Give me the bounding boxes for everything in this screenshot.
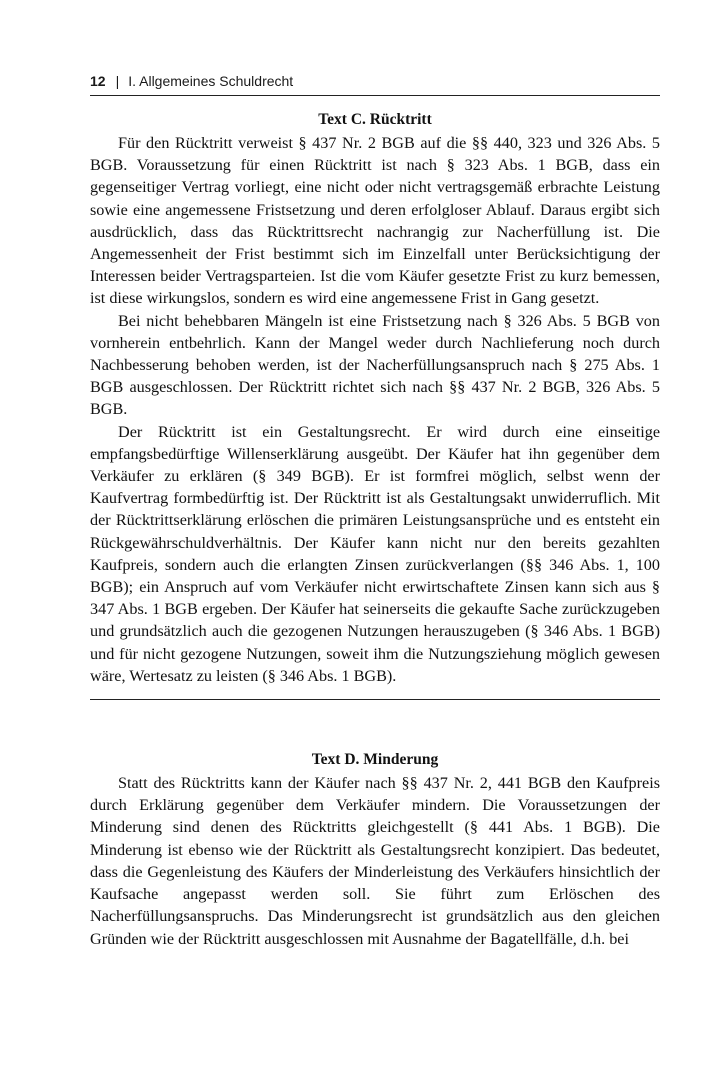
paragraph: Bei nicht behebbaren Mängeln ist eine Fristsetzung nach § 326 Abs. 5 BGB von vornherein entbehrlich. Kann der Mangel weder durch Nachlieferung noch durch Nachbesserung behoben werden, ist der Nacherfüllungsanspruch nach § 275 Abs. 1 BGB ausgeschlossen. Der Rücktritt richtet sich nach §§ 437 Nr. 2 BGB, 326 Abs. 5 BGB.	[90, 311, 660, 419]
running-header	[90, 72, 660, 94]
book-page	[90, 72, 660, 950]
paragraph: Für den Rücktritt verweist § 437 Nr. 2 BGB auf die §§ 440, 323 und 326 Abs. 5 BGB. Voraussetzung für einen Rücktritt ist nach § 323 Abs. 1 BGB, dass ein gegenseitiger Vertrag vorliegt, eine nicht oder nicht vertragsgemäß erbrachte Leistung sowie eine angemessene Fristsetzung und deren erfolgloser Ablauf. Daraus ergibt sich ausdrücklich, dass das Rücktrittsrecht nachrangig zur Nacherfüllung ist. Die Angemessenheit der Frist bestimmt sich im Einzelfall unter Berücksichtigung der Interessen beider Vertragsparteien. Ist die vom Käufer gesetzte Frist zu kurz bemessen, ist diese wirkungslos, sondern es wird eine angemessene Frist in Gang gesetzt.	[90, 134, 660, 308]
header-separator: |	[115, 73, 120, 89]
section-ruecktritt	[90, 108, 660, 687]
paragraph: Der Rücktritt ist ein Gestaltungsrecht. Er wird durch eine einseitige empfangsbedürftige Willenserklärung ausgeübt. Der Käufer hat ihn gegenüber dem Verkäufer zu erklären (§ 349 BGB). Er ist formfrei möglich, selbst wenn der Kaufvertrag formbedürftig ist. Der Rücktritt ist als Gestaltungsakt unwiderruflich. Mit der Rücktrittserklärung erlöschen die primären Leistungsansprüche und es entsteht ein Rückgewährschuldverhältnis. Der Käufer kann nicht nur den bereits gezahlten Kaufpreis, sondern auch die erlangten Zinsen zurückverlangen (§§ 346 Abs. 1, 100 BGB); ein Anspruch auf vom Verkäufer nicht erwirtschaftete Zinsen kann sich aus § 347 Abs. 1 BGB ergeben. Der Käufer hat seinerseits die gekaufte Sache zurückzugeben und grundsätzlich auch die gezogenen Nutzungen herauszugeben (§ 346 Abs. 1 BGB) und für nicht gezogene Nutzungen, soweit ihm die Nutzungsziehung möglich gewesen wäre, Wertesatz zu leisten (§ 346 Abs. 1 BGB).	[90, 422, 660, 685]
section-title-minderung: Text D. Minderung	[311, 751, 439, 769]
chapter-title: I. Allgemeines Schuldrecht	[128, 73, 294, 89]
header-rule	[90, 95, 660, 96]
section-minderung	[90, 748, 660, 950]
paragraph: Statt des Rücktritts kann der Käufer nach §§ 437 Nr. 2, 441 BGB den Kaufpreis durch Erklärung gegenüber dem Verkäufer mindern. Die Voraussetzungen der Minderung sind denen des Rücktritts gleichgestellt (§ 441 Abs. 1 BGB). Die Minderung ist ebenso wie der Rücktritt als Gestaltungsrecht konzipiert. Das bedeutet, dass die Gegenleistung des Käufers der Minderleistung des Verkäufers hinsichtlich der Kaufsache angepasst werden soll. Sie führt zum Erlöschen des Nacherfüllungsanspruchs. Das Minderungsrecht ist grundsätzlich aus den gleichen Gründen wie der Rücktritt ausgeschlossen mit Ausnahme der Bagatellfälle, d.h. bei	[90, 774, 660, 948]
section-divider	[90, 699, 660, 700]
page-number: 12	[90, 73, 106, 89]
section-title-ruecktritt: Text C. Rücktritt	[318, 111, 432, 128]
